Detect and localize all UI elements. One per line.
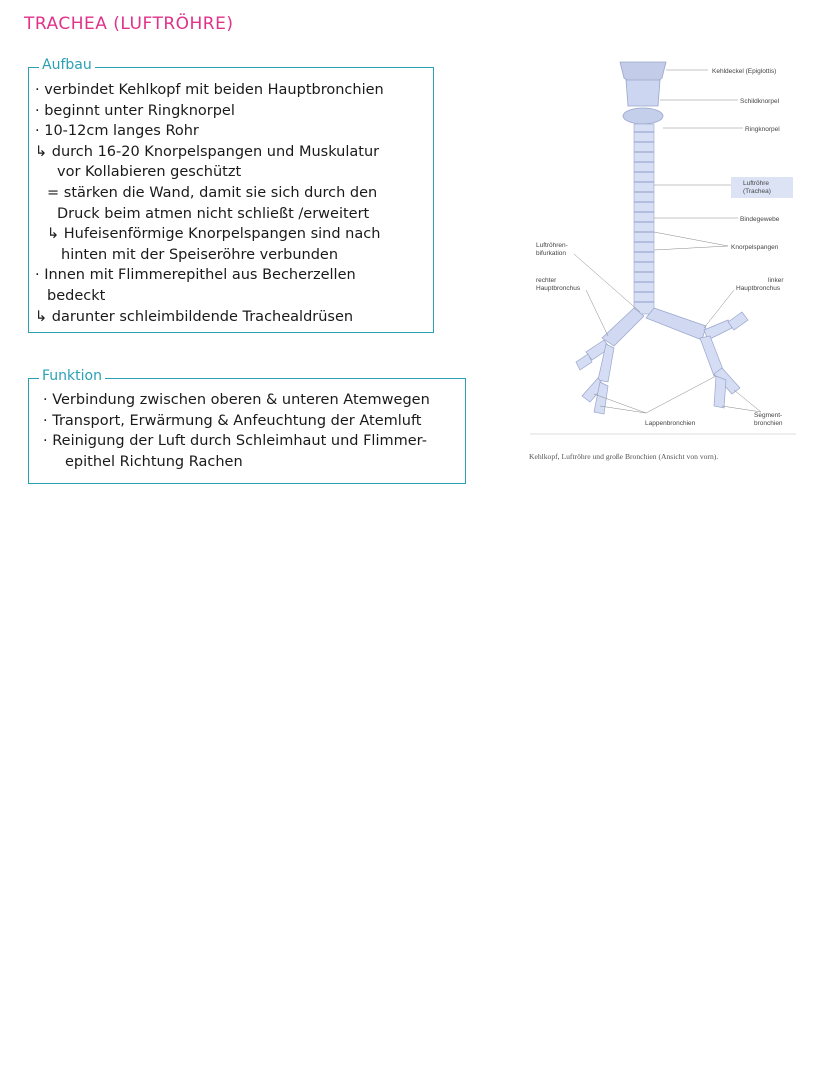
aufbau-lines — [35, 80, 384, 327]
label-lappenbronchien: Lappenbronchien — [645, 420, 696, 427]
trachea-figure — [528, 50, 798, 470]
label-bifurkation-1: Luftröhren- — [536, 242, 568, 249]
note-line: · beginnt unter Ringknorpel — [35, 102, 235, 119]
label-schildknorpel: Schildknorpel — [740, 98, 780, 105]
label-segment-1: Segment- — [754, 412, 783, 419]
note-line: Druck beim atmen nicht schließt /erweitert — [57, 205, 370, 222]
label-bindegewebe: Bindegewebe — [740, 216, 780, 223]
right-main-bronchus-shape — [602, 308, 644, 346]
label-ringknorpel: Ringknorpel — [745, 126, 780, 133]
note-line: = stärken die Wand, damit sie sich durch den — [47, 184, 378, 201]
note-line: · Verbindung zwischen oberen & unteren Atemwegen — [43, 392, 430, 408]
label-linker-2: Hauptbronchus — [736, 285, 781, 292]
note-line: · Transport, Erwärmung & Anfeuchtung der Atemluft — [43, 412, 422, 429]
note-line: · Innen mit Flimmerepithel aus Becherzellen — [35, 267, 356, 284]
figure-caption: Kehlkopf, Luftröhre und große Bronchien (Ansicht von vorn). — [529, 452, 719, 461]
label-segment-2: bronchien — [754, 420, 783, 427]
note-line: epithel Richtung Rachen — [65, 453, 243, 470]
note-line: · 10-12cm langes Rohr — [35, 123, 199, 140]
label-epiglottis: Kehldeckel (Epiglottis) — [712, 68, 777, 75]
note-line: · Reinigung der Luft durch Schleimhaut und Flimmer- — [43, 433, 427, 450]
note-line: bedeckt — [47, 287, 106, 304]
label-rechter-1: rechter — [536, 277, 557, 284]
funktion-box — [28, 368, 466, 484]
note-line: hinten mit der Speiseröhre verbunden — [61, 246, 339, 263]
label-luftroehre: Luftröhre — [743, 180, 770, 187]
label-trachea: (Trachea) — [743, 188, 771, 195]
label-bifurkation-2: bifurkation — [536, 250, 566, 257]
note-line: vor Kollabieren geschützt — [57, 164, 242, 181]
note-line: ↳ durch 16-20 Knorpelspangen und Muskulatur — [35, 143, 380, 160]
note-line: ↳ darunter schleimbildende Trachealdrüsen — [35, 308, 354, 325]
bronchial-branches — [576, 312, 748, 414]
funktion-lines — [43, 390, 430, 472]
label-rechter-2: Hauptbronchus — [536, 285, 581, 292]
aufbau-heading: Aufbau — [39, 57, 95, 73]
label-linker-1: linker — [768, 277, 784, 284]
note-line: ↳ Hufeisenförmige Knorpelspangen sind nach — [47, 226, 381, 243]
left-main-bronchus-shape — [646, 308, 706, 340]
note-line: · verbindet Kehlkopf mit beiden Hauptbronchien — [35, 82, 384, 98]
thyroid-cartilage-shape — [626, 80, 660, 106]
label-knorpelspangen: Knorpelspangen — [731, 244, 779, 251]
aufbau-box — [28, 57, 434, 333]
trachea-illustration — [528, 50, 798, 450]
funktion-heading: Funktion — [39, 368, 105, 384]
cricoid-cartilage-shape — [623, 108, 663, 124]
page-title: TRACHEA (LUFTRÖHRE) — [24, 14, 234, 34]
